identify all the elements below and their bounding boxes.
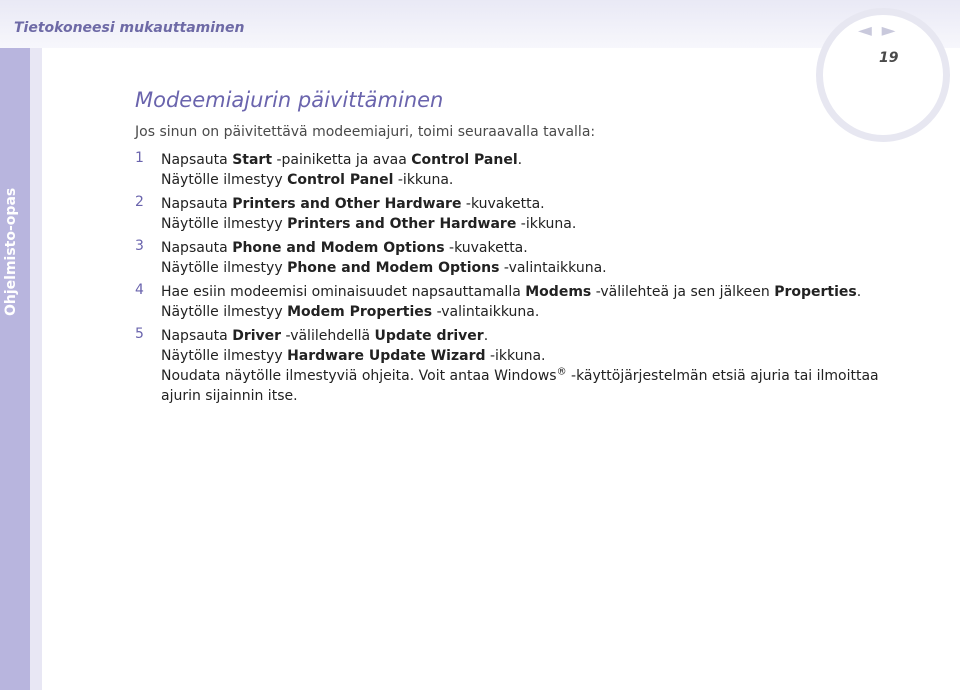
step-line: Näytölle ilmestyy Phone and Modem Options -valintaikkuna. [161,260,607,276]
intro-text: Jos sinun on päivitettävä modeemiajuri, toimi seuraavalla tavalla: [135,124,596,140]
step-2 [135,194,945,234]
step-line: Näytölle ilmestyy Printers and Other Hardware -ikkuna. [161,216,577,232]
step-line: Noudata näytölle ilmestyviä ohjeita. Voit antaa Windows® -käyttöjärjestelmän etsiä ajuria tai ilmoittaa [161,366,879,384]
step-line: Hae esiin modeemisi ominaisuudet napsauttamalla Modems -välilehteä ja sen jälkeen Properties. [161,284,862,300]
step-number: 4 [135,282,144,298]
step-5 [135,326,945,406]
step-line: Napsauta Printers and Other Hardware -kuvaketta. [161,196,545,212]
page-number: 19 [879,50,899,66]
step-line: Napsauta Phone and Modem Options -kuvaketta. [161,240,528,256]
step-line: Napsauta Start -painiketta ja avaa Control Panel. [161,152,523,168]
sidebar-label [3,186,27,316]
step-line: Napsauta Driver -välilehdellä Update driver. [161,328,489,344]
step-number: 1 [135,150,144,166]
page-nav-arrows-icon[interactable]: ◄ ► [858,20,898,41]
step-line: Näytölle ilmestyy Modem Properties -valintaikkuna. [161,304,540,320]
step-number: 2 [135,194,144,210]
page-title: Modeemiajurin päivittäminen [135,88,444,112]
steps-list [135,150,945,410]
section-title: Tietokoneesi mukauttaminen [14,20,245,36]
step-line: ajurin sijainnin itse. [161,388,298,404]
sidebar-label-text: Ohjelmisto-opas [3,187,19,316]
sidebar-strip [0,48,30,690]
step-line: Näytölle ilmestyy Control Panel -ikkuna. [161,172,454,188]
sidebar-strip-edge [30,48,42,690]
step-line: Näytölle ilmestyy Hardware Update Wizard -ikkuna. [161,348,546,364]
step-3 [135,238,945,278]
step-4 [135,282,945,322]
step-1 [135,150,945,190]
step-number: 5 [135,326,144,342]
step-number: 3 [135,238,144,254]
